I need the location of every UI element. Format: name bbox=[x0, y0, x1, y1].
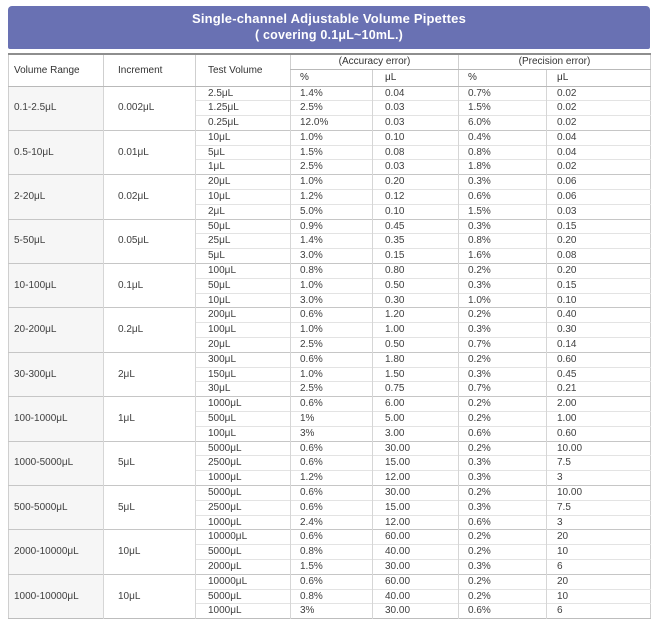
accuracy-percent-cell: 1.0% bbox=[291, 278, 373, 293]
precision-percent-cell: 0.3% bbox=[459, 471, 547, 486]
table-row bbox=[9, 130, 651, 145]
accuracy-ul-cell: 0.12 bbox=[373, 190, 459, 205]
table-row bbox=[9, 530, 651, 545]
test-volume-cell: 100μL bbox=[196, 264, 291, 279]
precision-ul-cell: 3 bbox=[547, 471, 651, 486]
increment-cell: 5μL bbox=[104, 486, 196, 530]
test-volume-cell: 5000μL bbox=[196, 441, 291, 456]
volume-range-cell: 20-200μL bbox=[9, 308, 104, 352]
accuracy-ul-cell: 60.00 bbox=[373, 574, 459, 589]
precision-percent-cell: 0.6% bbox=[459, 604, 547, 619]
test-volume-cell: 2500μL bbox=[196, 500, 291, 515]
precision-ul-cell: 0.02 bbox=[547, 101, 651, 116]
precision-percent-cell: 0.3% bbox=[459, 500, 547, 515]
accuracy-ul-cell: 0.15 bbox=[373, 249, 459, 264]
precision-percent-cell: 1.0% bbox=[459, 293, 547, 308]
precision-ul-cell: 1.00 bbox=[547, 412, 651, 427]
accuracy-ul-cell: 0.50 bbox=[373, 278, 459, 293]
test-volume-cell: 10000μL bbox=[196, 530, 291, 545]
table-row bbox=[9, 574, 651, 589]
accuracy-percent-cell: 3.0% bbox=[291, 293, 373, 308]
precision-percent-cell: 0.3% bbox=[459, 560, 547, 575]
precision-percent-cell: 0.2% bbox=[459, 441, 547, 456]
precision-percent-cell: 0.2% bbox=[459, 397, 547, 412]
precision-ul-cell: 0.21 bbox=[547, 382, 651, 397]
test-volume-cell: 200μL bbox=[196, 308, 291, 323]
precision-ul-cell: 0.45 bbox=[547, 367, 651, 382]
accuracy-percent-cell: 1.5% bbox=[291, 145, 373, 160]
test-volume-cell: 150μL bbox=[196, 367, 291, 382]
precision-ul-cell: 0.15 bbox=[547, 278, 651, 293]
precision-ul-cell: 0.08 bbox=[547, 249, 651, 264]
precision-percent-cell: 0.7% bbox=[459, 86, 547, 101]
precision-percent-cell: 1.8% bbox=[459, 160, 547, 175]
precision-percent-cell: 0.3% bbox=[459, 456, 547, 471]
accuracy-percent-cell: 0.6% bbox=[291, 352, 373, 367]
volume-range-cell: 0.1-2.5μL bbox=[9, 86, 104, 130]
precision-percent-cell: 0.2% bbox=[459, 308, 547, 323]
precision-ul-cell: 0.20 bbox=[547, 264, 651, 279]
test-volume-cell: 50μL bbox=[196, 219, 291, 234]
test-volume-cell: 5μL bbox=[196, 249, 291, 264]
precision-ul-cell: 0.20 bbox=[547, 234, 651, 249]
precision-percent-cell: 0.2% bbox=[459, 412, 547, 427]
accuracy-percent-cell: 0.6% bbox=[291, 486, 373, 501]
increment-cell: 0.01μL bbox=[104, 130, 196, 174]
increment-cell: 0.02μL bbox=[104, 175, 196, 219]
accuracy-ul-cell: 1.80 bbox=[373, 352, 459, 367]
volume-range-cell: 1000-5000μL bbox=[9, 441, 104, 485]
increment-cell: 2μL bbox=[104, 352, 196, 396]
test-volume-cell: 100μL bbox=[196, 426, 291, 441]
accuracy-ul-cell: 0.50 bbox=[373, 338, 459, 353]
precision-ul-cell: 0.15 bbox=[547, 219, 651, 234]
precision-percent-cell: 0.2% bbox=[459, 530, 547, 545]
accuracy-percent-cell: 2.4% bbox=[291, 515, 373, 530]
accuracy-percent-cell: 0.6% bbox=[291, 308, 373, 323]
precision-percent-cell: 0.6% bbox=[459, 515, 547, 530]
precision-ul-cell: 20 bbox=[547, 530, 651, 545]
precision-ul-cell: 0.10 bbox=[547, 293, 651, 308]
precision-percent-cell: 0.3% bbox=[459, 175, 547, 190]
accuracy-ul-cell: 0.35 bbox=[373, 234, 459, 249]
accuracy-percent-cell: 1.5% bbox=[291, 560, 373, 575]
accuracy-percent-cell: 0.6% bbox=[291, 574, 373, 589]
accuracy-percent-cell: 1.2% bbox=[291, 471, 373, 486]
accuracy-percent-cell: 1.0% bbox=[291, 175, 373, 190]
precision-ul-cell: 0.04 bbox=[547, 130, 651, 145]
precision-percent-cell: 0.3% bbox=[459, 323, 547, 338]
accuracy-ul-cell: 30.00 bbox=[373, 441, 459, 456]
volume-range-cell: 2000-10000μL bbox=[9, 530, 104, 574]
column-header-precision-percent: % bbox=[459, 69, 547, 86]
accuracy-percent-cell: 12.0% bbox=[291, 116, 373, 131]
table-row bbox=[9, 397, 651, 412]
test-volume-cell: 1μL bbox=[196, 160, 291, 175]
accuracy-ul-cell: 1.20 bbox=[373, 308, 459, 323]
accuracy-ul-cell: 0.20 bbox=[373, 175, 459, 190]
accuracy-percent-cell: 0.6% bbox=[291, 530, 373, 545]
page-subtitle: ( covering 0.1μL~10mL.) bbox=[254, 28, 404, 42]
accuracy-percent-cell: 3.0% bbox=[291, 249, 373, 264]
precision-percent-cell: 0.2% bbox=[459, 264, 547, 279]
accuracy-ul-cell: 30.00 bbox=[373, 604, 459, 619]
test-volume-cell: 50μL bbox=[196, 278, 291, 293]
test-volume-cell: 5000μL bbox=[196, 589, 291, 604]
test-volume-cell: 1.25μL bbox=[196, 101, 291, 116]
column-header-test-volume: Test Volume bbox=[196, 54, 291, 86]
precision-ul-cell: 10 bbox=[547, 589, 651, 604]
accuracy-ul-cell: 15.00 bbox=[373, 500, 459, 515]
accuracy-ul-cell: 12.00 bbox=[373, 471, 459, 486]
precision-ul-cell: 0.06 bbox=[547, 190, 651, 205]
table-row bbox=[9, 219, 651, 234]
test-volume-cell: 5000μL bbox=[196, 486, 291, 501]
precision-ul-cell: 0.02 bbox=[547, 86, 651, 101]
precision-ul-cell: 20 bbox=[547, 574, 651, 589]
precision-ul-cell: 0.02 bbox=[547, 160, 651, 175]
precision-percent-cell: 1.5% bbox=[459, 101, 547, 116]
column-header-increment: Increment bbox=[104, 54, 196, 86]
test-volume-cell: 30μL bbox=[196, 382, 291, 397]
accuracy-percent-cell: 2.5% bbox=[291, 338, 373, 353]
precision-ul-cell: 0.30 bbox=[547, 323, 651, 338]
table-header bbox=[9, 54, 651, 86]
accuracy-percent-cell: 0.8% bbox=[291, 264, 373, 279]
test-volume-cell: 2μL bbox=[196, 204, 291, 219]
increment-cell: 1μL bbox=[104, 397, 196, 441]
accuracy-ul-cell: 0.45 bbox=[373, 219, 459, 234]
accuracy-ul-cell: 0.03 bbox=[373, 116, 459, 131]
volume-range-cell: 2-20μL bbox=[9, 175, 104, 219]
accuracy-percent-cell: 2.5% bbox=[291, 101, 373, 116]
volume-range-cell: 100-1000μL bbox=[9, 397, 104, 441]
accuracy-ul-cell: 0.03 bbox=[373, 160, 459, 175]
increment-cell: 0.1μL bbox=[104, 264, 196, 308]
accuracy-ul-cell: 40.00 bbox=[373, 589, 459, 604]
test-volume-cell: 10μL bbox=[196, 130, 291, 145]
precision-percent-cell: 0.2% bbox=[459, 352, 547, 367]
precision-percent-cell: 1.6% bbox=[459, 249, 547, 264]
page-title: Single-channel Adjustable Volume Pipettes bbox=[191, 11, 467, 26]
accuracy-percent-cell: 3% bbox=[291, 604, 373, 619]
volume-range-cell: 0.5-10μL bbox=[9, 130, 104, 174]
precision-percent-cell: 0.6% bbox=[459, 190, 547, 205]
accuracy-ul-cell: 1.00 bbox=[373, 323, 459, 338]
precision-percent-cell: 0.4% bbox=[459, 130, 547, 145]
precision-ul-cell: 0.03 bbox=[547, 204, 651, 219]
accuracy-percent-cell: 2.5% bbox=[291, 382, 373, 397]
precision-percent-cell: 0.2% bbox=[459, 574, 547, 589]
volume-range-cell: 10-100μL bbox=[9, 264, 104, 308]
accuracy-ul-cell: 0.30 bbox=[373, 293, 459, 308]
accuracy-percent-cell: 1.0% bbox=[291, 367, 373, 382]
accuracy-percent-cell: 0.9% bbox=[291, 219, 373, 234]
precision-ul-cell: 10.00 bbox=[547, 441, 651, 456]
test-volume-cell: 10μL bbox=[196, 293, 291, 308]
accuracy-percent-cell: 1.0% bbox=[291, 323, 373, 338]
increment-cell: 5μL bbox=[104, 441, 196, 485]
volume-range-cell: 1000-10000μL bbox=[9, 574, 104, 618]
precision-ul-cell: 3 bbox=[547, 515, 651, 530]
accuracy-percent-cell: 1% bbox=[291, 412, 373, 427]
accuracy-percent-cell: 1.2% bbox=[291, 190, 373, 205]
precision-percent-cell: 0.2% bbox=[459, 589, 547, 604]
accuracy-ul-cell: 1.50 bbox=[373, 367, 459, 382]
table-row bbox=[9, 441, 651, 456]
precision-percent-cell: 0.3% bbox=[459, 219, 547, 234]
accuracy-ul-cell: 3.00 bbox=[373, 426, 459, 441]
precision-ul-cell: 0.02 bbox=[547, 116, 651, 131]
increment-cell: 10μL bbox=[104, 530, 196, 574]
test-volume-cell: 5μL bbox=[196, 145, 291, 160]
column-header-volume-range: Volume Range bbox=[9, 54, 104, 86]
accuracy-percent-cell: 1.0% bbox=[291, 130, 373, 145]
accuracy-ul-cell: 0.80 bbox=[373, 264, 459, 279]
test-volume-cell: 100μL bbox=[196, 323, 291, 338]
table-body bbox=[9, 86, 651, 619]
test-volume-cell: 0.25μL bbox=[196, 116, 291, 131]
precision-percent-cell: 0.3% bbox=[459, 278, 547, 293]
increment-cell: 0.05μL bbox=[104, 219, 196, 263]
precision-percent-cell: 1.5% bbox=[459, 204, 547, 219]
test-volume-cell: 10μL bbox=[196, 190, 291, 205]
precision-ul-cell: 0.06 bbox=[547, 175, 651, 190]
table-row bbox=[9, 352, 651, 367]
column-header-accuracy-percent: % bbox=[291, 69, 373, 86]
accuracy-percent-cell: 1.4% bbox=[291, 234, 373, 249]
volume-range-cell: 30-300μL bbox=[9, 352, 104, 396]
test-volume-cell: 1000μL bbox=[196, 471, 291, 486]
accuracy-percent-cell: 3% bbox=[291, 426, 373, 441]
table-row bbox=[9, 86, 651, 101]
volume-range-cell: 500-5000μL bbox=[9, 486, 104, 530]
accuracy-ul-cell: 0.04 bbox=[373, 86, 459, 101]
test-volume-cell: 500μL bbox=[196, 412, 291, 427]
precision-percent-cell: 0.6% bbox=[459, 426, 547, 441]
column-header-precision-ul: μL bbox=[547, 69, 651, 86]
test-volume-cell: 1000μL bbox=[196, 397, 291, 412]
accuracy-percent-cell: 0.6% bbox=[291, 397, 373, 412]
precision-ul-cell: 2.00 bbox=[547, 397, 651, 412]
accuracy-percent-cell: 5.0% bbox=[291, 204, 373, 219]
precision-ul-cell: 0.14 bbox=[547, 338, 651, 353]
precision-ul-cell: 0.04 bbox=[547, 145, 651, 160]
test-volume-cell: 1000μL bbox=[196, 515, 291, 530]
precision-percent-cell: 6.0% bbox=[459, 116, 547, 131]
accuracy-ul-cell: 60.00 bbox=[373, 530, 459, 545]
precision-percent-cell: 0.8% bbox=[459, 234, 547, 249]
table-title-bar bbox=[8, 6, 650, 49]
accuracy-ul-cell: 0.03 bbox=[373, 101, 459, 116]
table-row bbox=[9, 175, 651, 190]
test-volume-cell: 2000μL bbox=[196, 560, 291, 575]
test-volume-cell: 5000μL bbox=[196, 545, 291, 560]
precision-ul-cell: 6 bbox=[547, 560, 651, 575]
precision-ul-cell: 6 bbox=[547, 604, 651, 619]
increment-cell: 10μL bbox=[104, 574, 196, 618]
increment-cell: 0.002μL bbox=[104, 86, 196, 130]
test-volume-cell: 20μL bbox=[196, 338, 291, 353]
accuracy-ul-cell: 0.75 bbox=[373, 382, 459, 397]
precision-ul-cell: 10 bbox=[547, 545, 651, 560]
table-row bbox=[9, 486, 651, 501]
accuracy-ul-cell: 15.00 bbox=[373, 456, 459, 471]
accuracy-ul-cell: 0.08 bbox=[373, 145, 459, 160]
accuracy-ul-cell: 0.10 bbox=[373, 130, 459, 145]
pipette-spec-table bbox=[8, 53, 651, 619]
test-volume-cell: 10000μL bbox=[196, 574, 291, 589]
precision-ul-cell: 0.60 bbox=[547, 426, 651, 441]
accuracy-ul-cell: 0.10 bbox=[373, 204, 459, 219]
precision-ul-cell: 7.5 bbox=[547, 456, 651, 471]
increment-cell: 0.2μL bbox=[104, 308, 196, 352]
precision-percent-cell: 0.8% bbox=[459, 145, 547, 160]
table-row bbox=[9, 264, 651, 279]
precision-percent-cell: 0.2% bbox=[459, 486, 547, 501]
precision-ul-cell: 0.60 bbox=[547, 352, 651, 367]
table-row bbox=[9, 308, 651, 323]
precision-ul-cell: 10.00 bbox=[547, 486, 651, 501]
precision-percent-cell: 0.2% bbox=[459, 545, 547, 560]
precision-ul-cell: 7.5 bbox=[547, 500, 651, 515]
accuracy-percent-cell: 0.8% bbox=[291, 545, 373, 560]
column-header-precision-error: (Precision error) bbox=[459, 54, 651, 69]
accuracy-percent-cell: 0.8% bbox=[291, 589, 373, 604]
accuracy-percent-cell: 2.5% bbox=[291, 160, 373, 175]
column-header-accuracy-error: (Accuracy error) bbox=[291, 54, 459, 69]
test-volume-cell: 25μL bbox=[196, 234, 291, 249]
accuracy-percent-cell: 0.6% bbox=[291, 441, 373, 456]
accuracy-percent-cell: 0.6% bbox=[291, 500, 373, 515]
header-row-main bbox=[9, 54, 651, 69]
volume-range-cell: 5-50μL bbox=[9, 219, 104, 263]
precision-percent-cell: 0.7% bbox=[459, 338, 547, 353]
test-volume-cell: 300μL bbox=[196, 352, 291, 367]
precision-ul-cell: 0.40 bbox=[547, 308, 651, 323]
accuracy-ul-cell: 12.00 bbox=[373, 515, 459, 530]
accuracy-percent-cell: 1.4% bbox=[291, 86, 373, 101]
accuracy-ul-cell: 30.00 bbox=[373, 560, 459, 575]
accuracy-ul-cell: 5.00 bbox=[373, 412, 459, 427]
precision-percent-cell: 0.3% bbox=[459, 367, 547, 382]
column-header-accuracy-ul: μL bbox=[373, 69, 459, 86]
accuracy-ul-cell: 6.00 bbox=[373, 397, 459, 412]
accuracy-ul-cell: 30.00 bbox=[373, 486, 459, 501]
accuracy-ul-cell: 40.00 bbox=[373, 545, 459, 560]
accuracy-percent-cell: 0.6% bbox=[291, 456, 373, 471]
precision-percent-cell: 0.7% bbox=[459, 382, 547, 397]
test-volume-cell: 1000μL bbox=[196, 604, 291, 619]
test-volume-cell: 2500μL bbox=[196, 456, 291, 471]
test-volume-cell: 2.5μL bbox=[196, 86, 291, 101]
test-volume-cell: 20μL bbox=[196, 175, 291, 190]
